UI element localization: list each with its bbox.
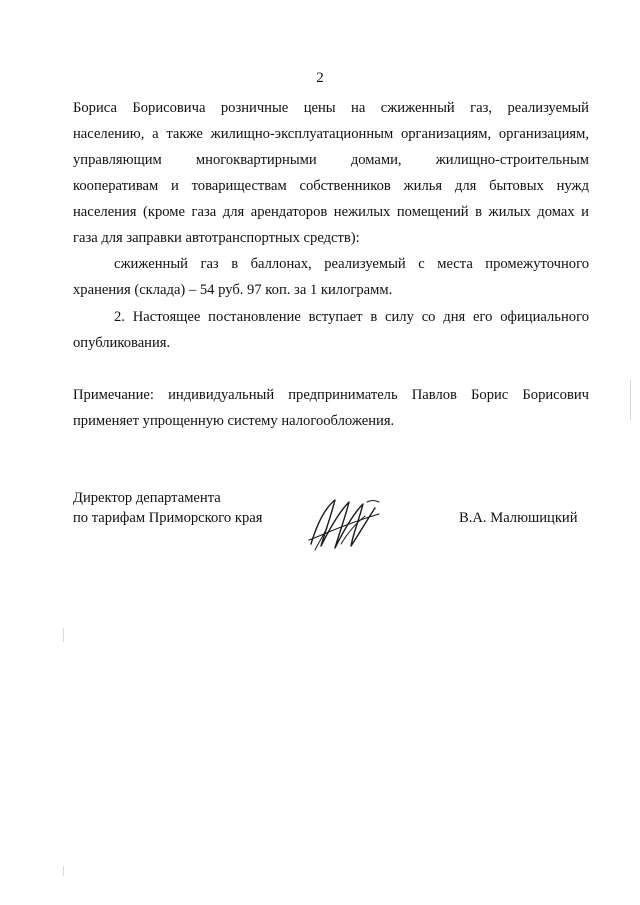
text-line: 2. Настоящее постановление вступает в силу со дня его официального xyxy=(114,309,589,325)
effective-date-paragraph xyxy=(73,304,589,356)
text-line: Примечание: индивидуальный предприниматель Павлов Борис Борисович xyxy=(73,387,589,403)
price-item xyxy=(73,251,589,303)
price-paragraph xyxy=(73,95,589,251)
signature-block xyxy=(73,488,593,558)
page-number: 2 xyxy=(316,70,324,86)
text-line: хранения (склада) – 54 руб. 97 коп. за 1 килограмм. xyxy=(73,282,393,298)
scan-artifact xyxy=(630,380,631,420)
signatory-position xyxy=(73,488,262,528)
position-line: Директор департамента xyxy=(73,490,221,506)
text-line: газа для заправки автотранспортных средств): xyxy=(73,230,360,246)
text-line: Бориса Борисовича розничные цены на сжиженный газ, реализуемый xyxy=(73,100,589,116)
signatory-name: В.А. Малюшицкий xyxy=(459,510,578,526)
handwritten-signature xyxy=(305,494,385,552)
text-line: управляющим многоквартирными домами, жилищно-строительным xyxy=(73,152,589,168)
text-line: населению, а также жилищно-эксплуатационным организациям, организациям, xyxy=(73,126,589,142)
scan-artifact xyxy=(63,628,64,642)
note-paragraph xyxy=(73,382,589,434)
text-line: применяет упрощенную систему налогообложения. xyxy=(73,413,395,429)
text-line: опубликования. xyxy=(73,335,171,351)
text-line: населения (кроме газа для арендаторов нежилых помещений в жилых домах и xyxy=(73,204,589,220)
text-line: кооперативам и товариществам собственников жилья для бытовых нужд xyxy=(73,178,589,194)
scan-artifact xyxy=(63,866,64,876)
text-line: сжиженный газ в баллонах, реализуемый с места промежуточного xyxy=(114,256,589,272)
position-line: по тарифам Приморского края xyxy=(73,510,263,526)
